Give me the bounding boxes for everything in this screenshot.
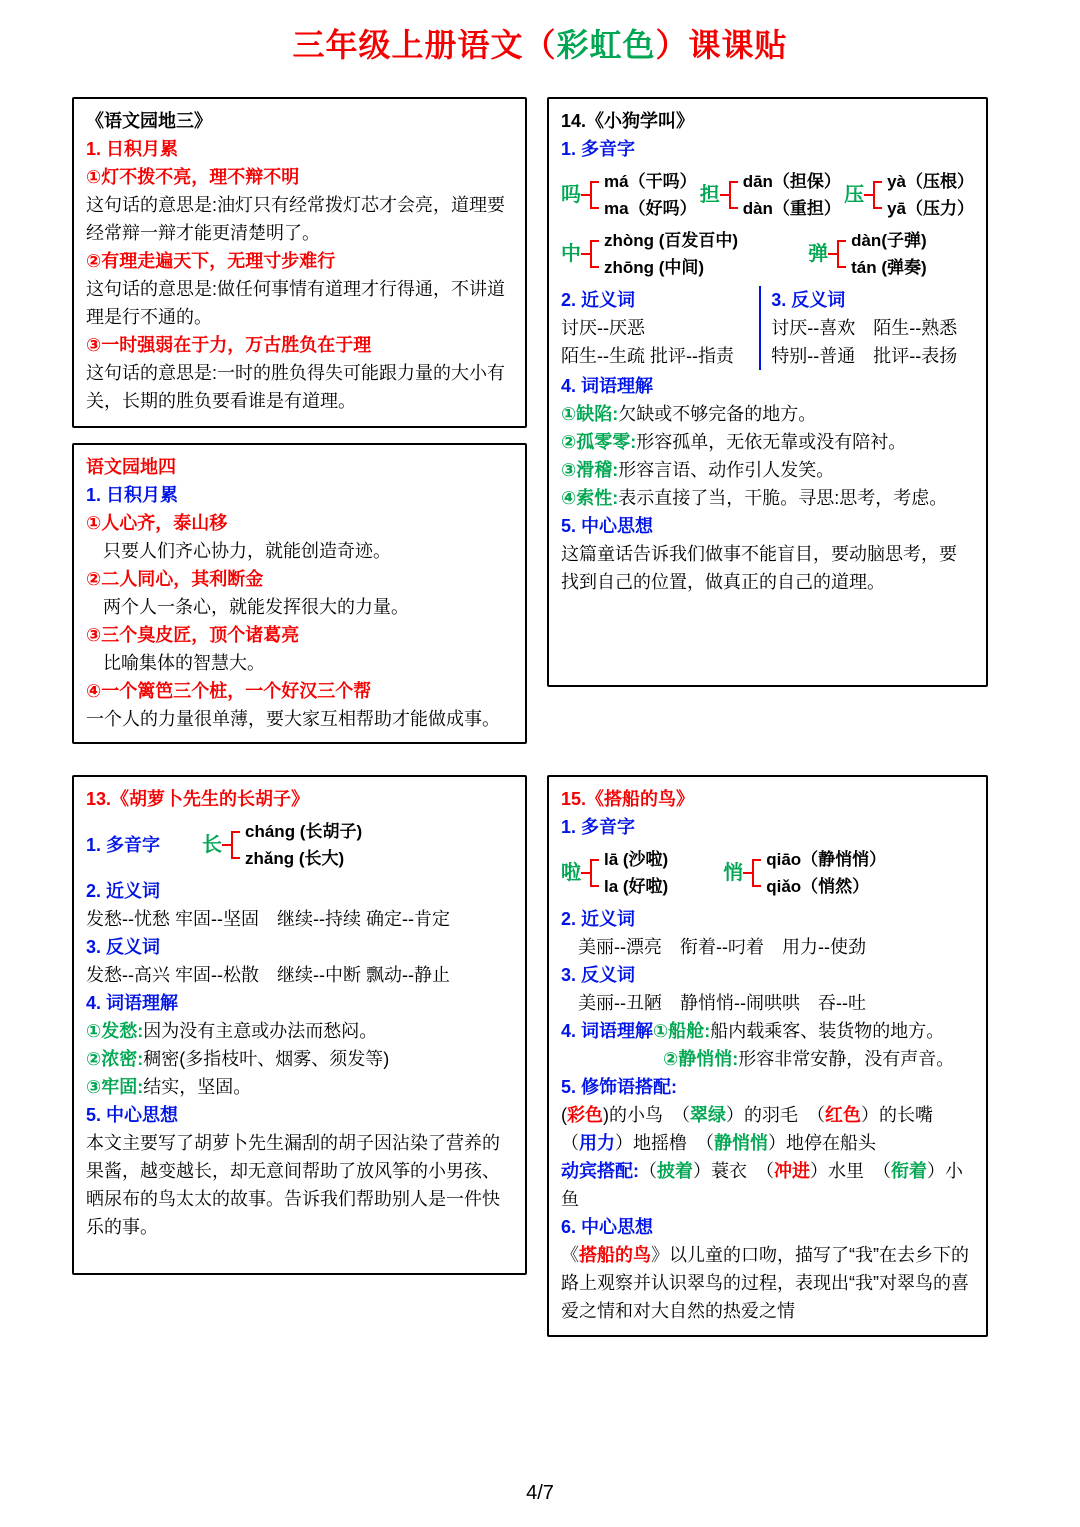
text-line bbox=[561, 342, 759, 370]
polyphone-row bbox=[561, 846, 974, 900]
section-heading bbox=[86, 933, 513, 961]
text-line bbox=[561, 314, 759, 342]
text-segment: ①灯不拨不亮，理不辩不明 bbox=[86, 167, 300, 187]
text-segment: 船内载乘客、装货物的地方。 bbox=[710, 1021, 945, 1041]
section-heading bbox=[86, 621, 513, 649]
text-segment: ③一时强弱在于力，万古胜负在于理 bbox=[86, 335, 372, 355]
polyphone-group bbox=[561, 227, 738, 281]
text-segment: 发愁--高兴 牢固--松散 继续--中断 飘动--静止 bbox=[86, 965, 450, 985]
box-lesson-14 bbox=[547, 97, 988, 687]
reading-top: cháng (长胡子) bbox=[245, 822, 363, 841]
text-segment: 两个人一条心，就能发挥很大的力量。 bbox=[103, 597, 409, 617]
reading-top: dàn(子弹) bbox=[851, 231, 927, 250]
text-segment: 2. 近义词 bbox=[561, 909, 636, 929]
text-segment: 3. 反义词 bbox=[86, 937, 161, 957]
polyphone-readings bbox=[738, 168, 841, 222]
text-line bbox=[86, 1045, 513, 1073]
polyphone-char: 吗 bbox=[561, 184, 581, 206]
text-segment: 发愁--忧愁 牢固--坚固 继续--持续 确定--肯定 bbox=[86, 909, 450, 929]
text-segment: 4. 词语理解 bbox=[86, 993, 179, 1013]
text-line bbox=[771, 314, 974, 342]
fork-bracket bbox=[590, 859, 599, 887]
section-heading bbox=[86, 1101, 513, 1129]
section-heading bbox=[561, 1073, 974, 1101]
text-line bbox=[561, 933, 974, 961]
section-heading bbox=[86, 163, 513, 191]
text-segment: 用力 bbox=[579, 1133, 615, 1153]
text-segment: ②有理走遍天下，无理寸步难行 bbox=[86, 251, 336, 271]
text-segment: ②浓密: bbox=[86, 1049, 144, 1069]
text-segment: ①船舱: bbox=[653, 1021, 711, 1041]
text-line bbox=[561, 989, 974, 1017]
section-heading bbox=[86, 331, 513, 359]
text-segment: 15.《搭船的鸟》 bbox=[561, 789, 695, 809]
text-segment: 讨厌--喜欢 陌生--熟悉 bbox=[771, 318, 958, 338]
text-segment: 翠绿 bbox=[690, 1105, 726, 1125]
text-segment: ③三个臭皮匠，顶个诸葛亮 bbox=[86, 625, 300, 645]
text-segment: 稠密(多指枝叶、烟雾、须发等) bbox=[143, 1049, 390, 1069]
box-lesson-15 bbox=[547, 775, 988, 1337]
text-line bbox=[561, 484, 974, 512]
fork-connector-line bbox=[828, 253, 837, 255]
antonyms-column bbox=[761, 286, 974, 370]
section-heading bbox=[86, 785, 513, 813]
polyphone-char: 弹 bbox=[808, 243, 829, 265]
text-segment: 》以儿童的口吻，描写了“我”在去乡下的路上观察并认识翠鸟的过程，表现出“我”对翠鸟的喜爱之情和对大自然的热爱之情 bbox=[561, 1245, 969, 1321]
fork-bracket bbox=[231, 831, 240, 859]
section-heading bbox=[561, 135, 974, 163]
section-heading bbox=[86, 677, 513, 705]
text-segment: 这句话的意思是:做任何事情有道理才行得通，不讲道理是行不通的。 bbox=[86, 279, 505, 327]
text-segment: 1. 多音字 bbox=[561, 139, 636, 159]
fork-bracket bbox=[837, 240, 846, 268]
section-heading bbox=[561, 512, 974, 540]
text-segment: 彩虹色 bbox=[556, 27, 656, 63]
fork-bracket bbox=[752, 859, 761, 887]
polyphone-row bbox=[561, 168, 974, 222]
section-heading bbox=[86, 481, 513, 509]
text-segment: 冲进 bbox=[774, 1161, 810, 1181]
polyphone-readings bbox=[599, 227, 738, 281]
polyphone-char: 啦 bbox=[561, 862, 581, 884]
reading-bottom: tán (弹奏) bbox=[851, 258, 927, 277]
text-segment: 一个人的力量很单薄，要大家互相帮助才能做成事。 bbox=[86, 709, 500, 729]
text-segment: ①发愁: bbox=[86, 1021, 144, 1041]
polyphone-readings bbox=[846, 227, 927, 281]
text-segment: 本文主要写了胡萝卜先生漏刮的胡子因沾染了营养的果酱，越变越长，却无意间帮助了放风筝的小男孩、晒尿布的鸟太太的故事。告诉我们帮助别人是一件快乐的事。 bbox=[86, 1133, 500, 1237]
fork-connector-line bbox=[720, 194, 729, 196]
reading-bottom: ma（好吗） bbox=[604, 199, 697, 218]
text-line bbox=[86, 359, 513, 415]
polyphone-row bbox=[561, 227, 974, 281]
text-segment: 2. 近义词 bbox=[86, 881, 161, 901]
text-segment: 这篇童话告诉我们做事不能盲目，要动脑思考，要找到自己的位置，做真正的自己的道理。 bbox=[561, 544, 957, 592]
two-column-section bbox=[561, 286, 974, 370]
text-segment: 5. 中心思想 bbox=[86, 1105, 179, 1125]
text-segment: 5. 中心思想 bbox=[561, 516, 654, 536]
polyphone-char: 中 bbox=[561, 243, 581, 265]
reading-bottom: zhōng (中间) bbox=[604, 258, 705, 277]
section-heading bbox=[86, 107, 513, 135]
section-heading bbox=[86, 831, 160, 859]
box-yuwen-garden-4 bbox=[72, 443, 527, 744]
text-segment: 13.《胡萝卜先生的长胡子》 bbox=[86, 789, 310, 809]
polyphone-readings bbox=[761, 846, 886, 900]
text-segment: 特别--普通 批评--表扬 bbox=[771, 346, 958, 366]
section-heading bbox=[561, 813, 974, 841]
polyphone-readings bbox=[240, 818, 362, 872]
fork-connector-line bbox=[864, 194, 873, 196]
text-line bbox=[561, 1101, 974, 1129]
text-line bbox=[86, 275, 513, 331]
text-segment: 搭船的鸟 bbox=[579, 1245, 651, 1265]
reading-bottom: la (好啦) bbox=[604, 877, 669, 896]
reading-top: má（干吗） bbox=[604, 172, 697, 191]
section-heading bbox=[561, 1213, 974, 1241]
text-segment: 披着 bbox=[657, 1161, 693, 1181]
text-line bbox=[561, 1017, 974, 1045]
text-segment: ③牢固: bbox=[86, 1077, 144, 1097]
reading-top: yà（压根） bbox=[887, 172, 974, 191]
text-segment: 表示直接了当，干脆。寻思:思考，考虑。 bbox=[618, 488, 948, 508]
text-segment: 2. 近义词 bbox=[561, 290, 636, 310]
text-line bbox=[561, 400, 974, 428]
polyphone-group bbox=[561, 846, 668, 900]
text-segment: ②静悄悄: bbox=[663, 1049, 739, 1069]
polyphone-row bbox=[86, 818, 513, 872]
reading-bottom: qiǎo（悄然） bbox=[766, 877, 870, 896]
text-line bbox=[561, 540, 974, 596]
text-segment: 美丽--丑陋 静悄悄--闹哄哄 吞--吐 bbox=[578, 993, 866, 1013]
section-heading bbox=[86, 565, 513, 593]
text-line bbox=[86, 1017, 513, 1045]
fork-connector-line bbox=[581, 872, 590, 874]
text-segment: ②孤零零: bbox=[561, 432, 637, 452]
section-heading bbox=[561, 107, 974, 135]
text-segment: 陌生--生疏 批评--指责 bbox=[561, 346, 734, 366]
polyphone-readings bbox=[599, 846, 668, 900]
text-line bbox=[561, 1241, 974, 1325]
text-segment: 静悄悄 bbox=[714, 1133, 768, 1153]
section-heading bbox=[771, 286, 974, 314]
fork-connector-line bbox=[581, 194, 590, 196]
fork-connector-line bbox=[222, 844, 231, 846]
text-segment: ）地停在船头 bbox=[768, 1133, 876, 1153]
section-heading bbox=[561, 372, 974, 400]
polyphone-group bbox=[700, 168, 841, 222]
text-line bbox=[86, 537, 513, 565]
fork-bracket bbox=[590, 240, 599, 268]
text-segment: 讨厌--厌恶 bbox=[561, 318, 645, 338]
text-segment: ( bbox=[561, 1105, 567, 1125]
text-segment: 美丽--漂亮 衔着--叼着 用力--使劲 bbox=[578, 937, 866, 957]
fork-connector-line bbox=[743, 872, 752, 874]
text-segment: 4. 词语理解 bbox=[561, 1021, 654, 1041]
text-segment: ）课课贴 bbox=[655, 27, 788, 63]
fork-bracket bbox=[873, 181, 882, 209]
reading-top: zhòng (百发百中) bbox=[604, 231, 739, 250]
section-heading bbox=[86, 453, 513, 481]
reading-bottom: yā（压力） bbox=[887, 199, 974, 218]
text-line bbox=[86, 649, 513, 677]
text-segment: ①人心齐，泰山移 bbox=[86, 513, 228, 533]
reading-top: dān（担保） bbox=[742, 172, 841, 191]
text-segment: 这句话的意思是:一时的胜负得失可能跟力量的大小有关，长期的胜负要看谁是有道理。 bbox=[86, 363, 505, 411]
reading-bottom: dàn（重担） bbox=[742, 199, 841, 218]
text-segment: 1. 多音字 bbox=[86, 835, 161, 855]
text-segment: 红色 bbox=[825, 1105, 861, 1125]
polyphone-group bbox=[202, 818, 362, 872]
polyphone-char: 担 bbox=[699, 184, 720, 206]
section-heading bbox=[86, 247, 513, 275]
section-heading bbox=[561, 905, 974, 933]
fork-connector-line bbox=[581, 253, 590, 255]
text-segment: ）的长嘴 bbox=[861, 1105, 933, 1125]
polyphone-char: 压 bbox=[844, 184, 865, 206]
text-line bbox=[86, 961, 513, 989]
text-segment: ①缺陷: bbox=[561, 404, 619, 424]
text-segment: ）地摇橹 （ bbox=[615, 1133, 714, 1153]
box-lesson-13 bbox=[72, 775, 527, 1275]
text-segment: 衔着 bbox=[891, 1161, 927, 1181]
text-segment: 动宾搭配: bbox=[561, 1161, 639, 1181]
text-segment: 形容孤单，无依无靠或没有陪衬。 bbox=[636, 432, 907, 452]
polyphone-group bbox=[561, 168, 697, 222]
text-segment: （ bbox=[561, 1133, 579, 1153]
text-segment: 3. 反义词 bbox=[771, 290, 846, 310]
text-segment: 6. 中心思想 bbox=[561, 1217, 654, 1237]
text-segment: 14.《小狗学叫》 bbox=[561, 111, 695, 131]
text-segment: （ bbox=[639, 1161, 657, 1181]
fork-bracket bbox=[590, 181, 599, 209]
text-segment: 这句话的意思是:油灯只有经常拨灯芯才会亮，道理要经常辩一辩才能更清楚明了。 bbox=[86, 195, 505, 243]
text-segment: ）的羽毛 （ bbox=[726, 1105, 825, 1125]
text-segment: 1. 多音字 bbox=[561, 817, 636, 837]
text-segment: ④索性: bbox=[561, 488, 619, 508]
text-line bbox=[561, 428, 974, 456]
text-segment: ②二人同心，其利断金 bbox=[86, 569, 264, 589]
text-segment: )的小鸟 （ bbox=[603, 1105, 690, 1125]
polyphone-readings bbox=[882, 168, 974, 222]
text-segment: 语文园地四 bbox=[86, 457, 176, 477]
text-segment: ）小鱼 bbox=[561, 1161, 963, 1209]
section-heading bbox=[86, 135, 513, 163]
polyphone-char: 长 bbox=[202, 834, 223, 856]
text-line bbox=[86, 191, 513, 247]
polyphone-group bbox=[808, 227, 927, 281]
polyphone-group bbox=[844, 168, 974, 222]
reading-top: lā (沙啦) bbox=[604, 850, 669, 869]
text-segment: 三年级上册语文（ bbox=[292, 27, 557, 63]
text-segment: 比喻集体的智慧大。 bbox=[103, 653, 265, 673]
text-segment: ）蓑衣 （ bbox=[693, 1161, 774, 1181]
text-line bbox=[561, 1157, 974, 1213]
text-segment: 结实，坚固。 bbox=[143, 1077, 252, 1097]
text-segment: 《 bbox=[561, 1245, 579, 1265]
fork-bracket bbox=[729, 181, 738, 209]
section-heading bbox=[561, 961, 974, 989]
text-line bbox=[561, 1129, 974, 1157]
polyphone-char: 悄 bbox=[723, 862, 744, 884]
text-segment: 《语文园地三》 bbox=[86, 111, 212, 131]
reading-bottom: zhǎng (长大) bbox=[245, 849, 345, 868]
text-line bbox=[86, 1129, 513, 1241]
text-line bbox=[86, 705, 513, 733]
text-segment: 因为没有主意或办法而愁闷。 bbox=[143, 1021, 378, 1041]
section-heading bbox=[86, 509, 513, 537]
reading-top: qiāo（静悄悄） bbox=[766, 850, 887, 869]
text-segment: 彩色 bbox=[567, 1105, 603, 1125]
box-yuwen-garden-3 bbox=[72, 97, 527, 428]
section-heading bbox=[561, 785, 974, 813]
text-line bbox=[86, 1073, 513, 1101]
text-segment: ）水里 （ bbox=[810, 1161, 891, 1181]
section-heading bbox=[86, 877, 513, 905]
polyphone-group bbox=[723, 846, 886, 900]
text-segment: 1. 日积月累 bbox=[86, 485, 179, 505]
text-line bbox=[86, 593, 513, 621]
page-title bbox=[0, 20, 1080, 66]
synonyms-column bbox=[561, 286, 759, 370]
page-number: 4/7 bbox=[526, 1482, 554, 1504]
polyphone-readings bbox=[599, 168, 697, 222]
text-segment: 4. 词语理解 bbox=[561, 376, 654, 396]
text-segment: 欠缺或不够完备的地方。 bbox=[618, 404, 817, 424]
section-heading bbox=[561, 286, 759, 314]
text-segment: 1. 日积月累 bbox=[86, 139, 179, 159]
text-line bbox=[561, 456, 974, 484]
section-heading bbox=[86, 989, 513, 1017]
text-segment: 只要人们齐心协力，就能创造奇迹。 bbox=[103, 541, 391, 561]
text-line bbox=[561, 1045, 974, 1073]
text-segment: 形容非常安静，没有声音。 bbox=[738, 1049, 955, 1069]
text-segment: 3. 反义词 bbox=[561, 965, 636, 985]
text-segment: ④一个篱笆三个桩，一个好汉三个帮 bbox=[86, 681, 372, 701]
text-segment: 形容言语、动作引人发笑。 bbox=[618, 460, 835, 480]
text-segment: 5. 修饰语搭配: bbox=[561, 1077, 678, 1097]
text-line bbox=[86, 905, 513, 933]
text-line bbox=[771, 342, 974, 370]
text-segment: ③滑稽: bbox=[561, 460, 619, 480]
